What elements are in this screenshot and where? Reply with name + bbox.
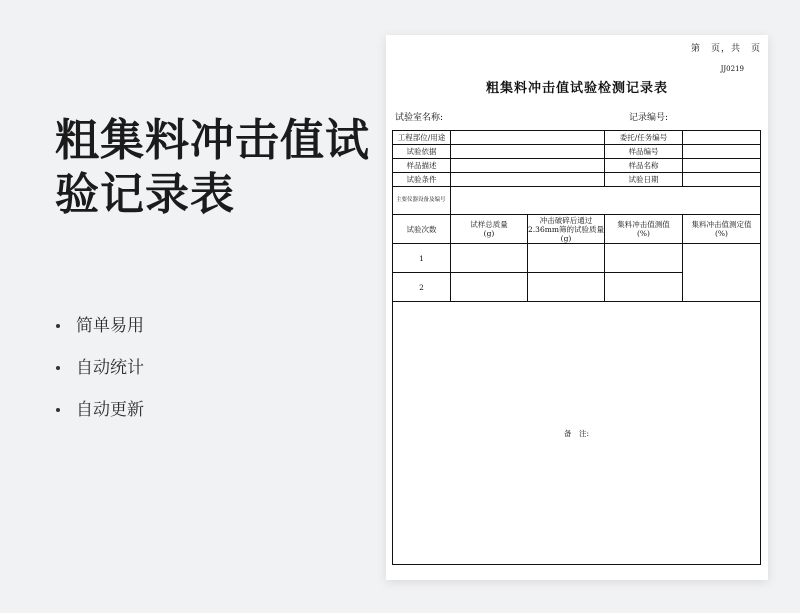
remarks-cell[interactable]	[393, 302, 761, 565]
equipment-value[interactable]	[451, 187, 761, 215]
passing-mass-cell[interactable]	[528, 273, 605, 302]
info-row	[393, 145, 761, 159]
info-label: 样品编号	[605, 145, 683, 159]
info-value[interactable]	[683, 131, 761, 145]
total-mass-cell[interactable]	[451, 244, 528, 273]
lab-name-label: 试验室名称:	[395, 113, 444, 123]
remarks-label: 备 注:	[563, 428, 590, 438]
feature-item	[55, 313, 144, 355]
document-code: JJ0219	[720, 65, 744, 73]
header-total-mass: 试样总质量 (g)	[451, 215, 528, 244]
record-number-label: 记录编号:	[629, 113, 669, 123]
info-label: 试验依据	[393, 145, 451, 159]
info-value[interactable]	[683, 159, 761, 173]
remarks-row	[393, 302, 761, 565]
document-title: 粗集料冲击值试验检测记录表	[485, 81, 668, 96]
info-value[interactable]	[683, 173, 761, 187]
trial-number: 2	[393, 273, 451, 302]
info-row	[393, 159, 761, 173]
info-value[interactable]	[451, 173, 605, 187]
measured-value-cell[interactable]	[605, 244, 683, 273]
info-label: 委托/任务编号	[605, 131, 683, 145]
trial-row	[393, 244, 761, 273]
header-trial-count: 试验次数	[393, 215, 451, 244]
feature-item	[55, 397, 144, 439]
record-table	[392, 130, 761, 565]
info-row	[393, 173, 761, 187]
table-header-row	[393, 215, 761, 244]
info-label: 样品描述	[393, 159, 451, 173]
info-label: 工程部位/用途	[393, 131, 451, 145]
measured-value-cell[interactable]	[605, 273, 683, 302]
passing-mass-cell[interactable]	[528, 244, 605, 273]
bullet-icon	[56, 324, 60, 328]
header-passing-mass: 冲击破碎后通过 2.36mm筛的试验质量 (g)	[528, 215, 604, 243]
info-row	[393, 131, 761, 145]
bullet-icon	[56, 408, 60, 412]
feature-label: 自动更新	[76, 400, 144, 420]
bullet-icon	[56, 366, 60, 370]
equipment-label: 主要仪器设备及编号	[393, 187, 451, 215]
document-preview	[386, 35, 768, 580]
info-value[interactable]	[451, 159, 605, 173]
info-label: 试验条件	[393, 173, 451, 187]
page-number: 第 页，共 页	[690, 44, 761, 54]
total-mass-cell[interactable]	[451, 273, 528, 302]
info-value[interactable]	[683, 145, 761, 159]
feature-label: 自动统计	[76, 358, 144, 378]
feature-list	[55, 313, 144, 439]
feature-item	[55, 355, 144, 397]
info-value[interactable]	[451, 145, 605, 159]
header-final-value: 集料冲击值测定值 (%)	[683, 215, 761, 244]
trial-number: 1	[393, 244, 451, 273]
info-label: 试验日期	[605, 173, 683, 187]
feature-label: 简单易用	[76, 316, 144, 336]
header-measured-value: 集料冲击值测值 (%)	[605, 215, 683, 244]
equipment-row	[393, 187, 761, 215]
final-value-cell[interactable]	[683, 244, 761, 302]
info-label: 样品名称	[605, 159, 683, 173]
promo-title: 粗集料冲击值试验记录表	[55, 115, 370, 220]
info-value[interactable]	[451, 131, 605, 145]
